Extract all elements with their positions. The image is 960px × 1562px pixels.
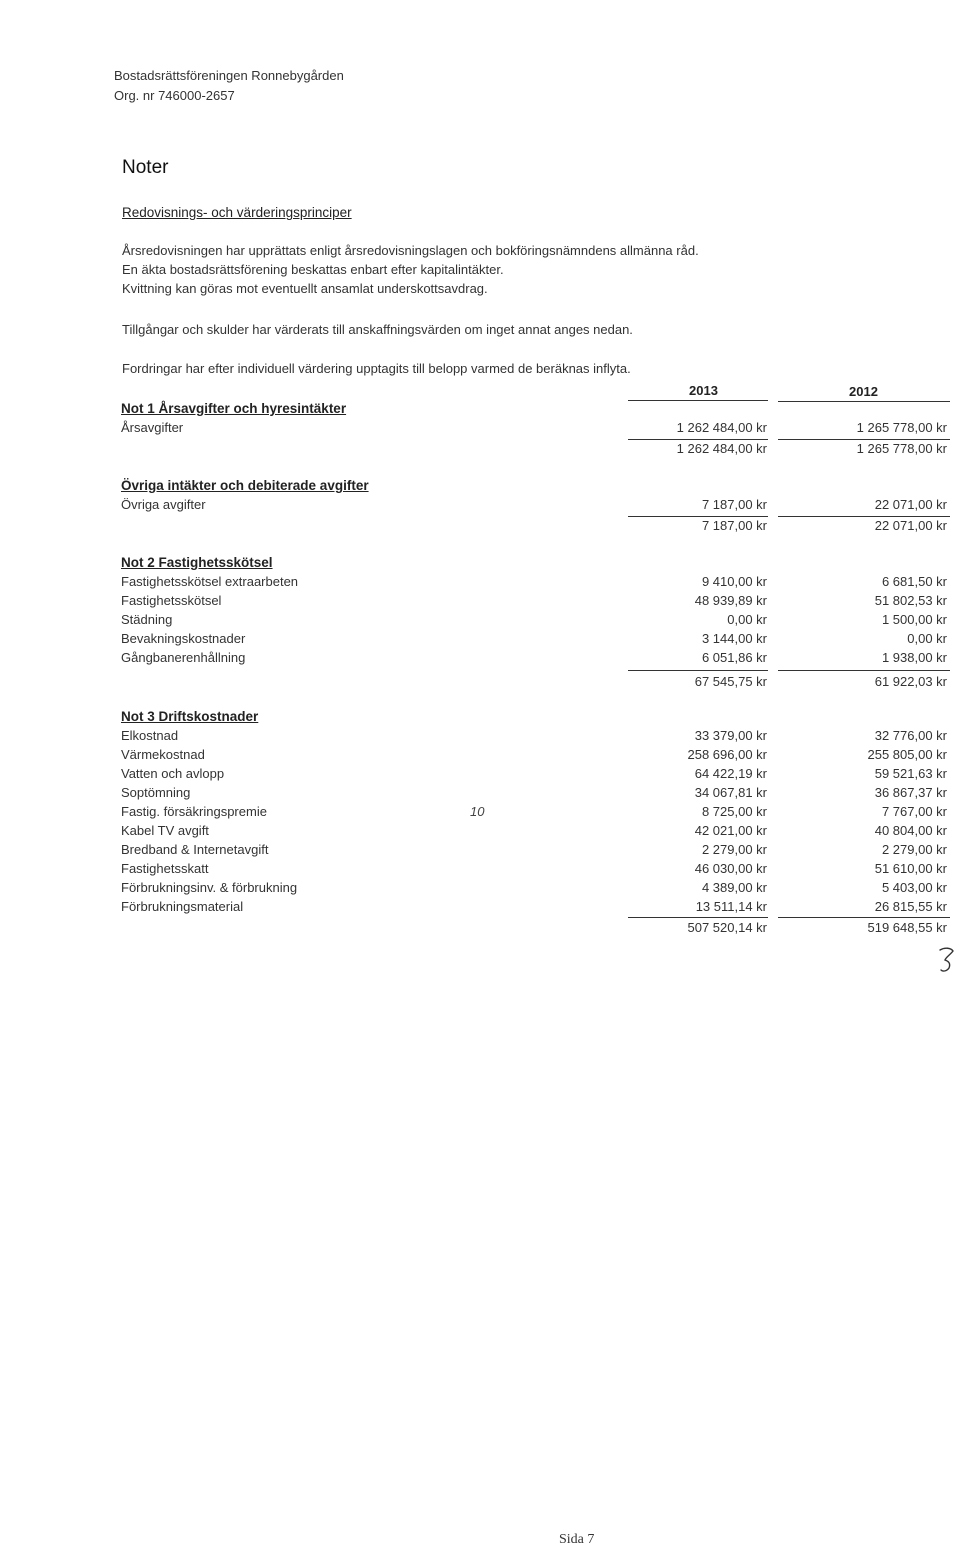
principles-line-3: Kvittning kan göras mot eventuellt ansamlat underskottsavdrag. [122, 281, 488, 296]
total-2013: 1 262 484,00 kr [676, 441, 767, 456]
year-2012-header: 2012 [849, 384, 878, 399]
value-2013: 42 021,00 kr [694, 823, 767, 838]
table-row [0, 880, 960, 899]
row-label: Förbrukningsmaterial [121, 899, 244, 914]
row-label: Förbrukningsinv. & förbrukning [121, 880, 298, 895]
row-label: Städning [121, 612, 173, 627]
organization-name: Bostadsrättsföreningen Ronnebygården [114, 68, 344, 83]
table-row [0, 593, 960, 612]
receivables-valuation-text: Fordringar har efter individuell värdering upptagits till belopp varmed de beräknas inflyta. [122, 361, 631, 376]
total-row [0, 441, 960, 460]
row-label: Elkostnad [121, 728, 179, 743]
value-2013: 1 262 484,00 kr [676, 420, 767, 435]
organization-number: Org. nr 746000-2657 [114, 88, 235, 103]
table-row [0, 766, 960, 785]
table-row [0, 728, 960, 747]
value-2013: 7 187,00 kr [701, 497, 767, 512]
row-label: Gångbanerenhållning [121, 650, 246, 665]
value-2012: 6 681,50 kr [881, 574, 947, 589]
subtotal-rule-2013 [628, 516, 768, 517]
subtotal-rule-2013 [628, 439, 768, 440]
row-label: Övriga avgifter [121, 497, 206, 512]
table-row [0, 804, 960, 823]
row-label: Fastig. försäkringspremie [121, 804, 267, 819]
value-2013: 48 939,89 kr [694, 593, 767, 608]
value-2012: 32 776,00 kr [874, 728, 947, 743]
total-2012: 519 648,55 kr [867, 920, 947, 935]
value-2012: 22 071,00 kr [874, 497, 947, 512]
subtotal-rule-2013 [628, 917, 768, 918]
row-label: Bevakningskostnader [121, 631, 246, 646]
principles-line-1: Årsredovisningen har upprättats enligt årsredovisningslagen och bokföringsnämndens allmänna råd. [122, 243, 699, 258]
value-2013: 3 144,00 kr [701, 631, 767, 646]
year-2012-rule [778, 401, 950, 402]
value-2013: 8 725,00 kr [701, 804, 767, 819]
total-row [0, 674, 960, 693]
other-income-heading: Övriga intäkter och debiterade avgifter [121, 478, 369, 493]
table-row [0, 612, 960, 631]
subtotal-rule-2012 [778, 670, 950, 671]
value-2013: 13 511,14 kr [695, 899, 767, 914]
principles-line-2: En äkta bostadsrättsförening beskattas enbart efter kapitalintäkter. [122, 262, 504, 277]
total-2012: 61 922,03 kr [874, 674, 947, 689]
value-2012: 0,00 kr [907, 631, 947, 646]
year-2013-header: 2013 [689, 383, 718, 398]
principles-heading: Redovisnings- och värderingsprinciper [122, 205, 352, 220]
subtotal-rule-2012 [778, 917, 950, 918]
table-row [0, 861, 960, 880]
value-2013: 6 051,86 kr [701, 650, 767, 665]
table-row [0, 899, 960, 918]
year-2013-rule [628, 400, 768, 401]
row-label: Fastighetsskatt [121, 861, 209, 876]
value-2012: 1 500,00 kr [881, 612, 947, 627]
row-label: Värmekostnad [121, 747, 205, 762]
page-number: Sida 7 [559, 1532, 595, 1547]
note3-heading: Not 3 Driftskostnader [121, 709, 259, 724]
value-2012: 51 610,00 kr [874, 861, 947, 876]
value-2012: 36 867,37 kr [874, 785, 947, 800]
total-row [0, 518, 960, 537]
table-row [0, 747, 960, 766]
value-2012: 7 767,00 kr [881, 804, 947, 819]
row-label: Kabel TV avgift [121, 823, 209, 838]
subtotal-rule-2012 [778, 439, 950, 440]
page-title: Noter [122, 157, 169, 178]
value-2013: 33 379,00 kr [694, 728, 767, 743]
table-row [0, 650, 960, 669]
total-row [0, 920, 960, 939]
margin-number: 10 [470, 804, 485, 819]
subtotal-rule-2013 [628, 670, 768, 671]
value-2012: 59 521,63 kr [874, 766, 947, 781]
row-label: Soptömning [121, 785, 191, 800]
table-row [0, 574, 960, 593]
total-2013: 67 545,75 kr [694, 674, 767, 689]
total-2013: 7 187,00 kr [701, 518, 767, 533]
handwritten-initial-mark [936, 944, 958, 974]
value-2012: 1 938,00 kr [881, 650, 947, 665]
total-2013: 507 520,14 kr [687, 920, 767, 935]
table-row [0, 420, 960, 439]
total-2012: 1 265 778,00 kr [856, 441, 947, 456]
value-2012: 40 804,00 kr [874, 823, 947, 838]
table-row [0, 785, 960, 804]
value-2012: 2 279,00 kr [881, 842, 947, 857]
assets-valuation-text: Tillgångar och skulder har värderats till anskaffningsvärden om inget annat anges nedan. [122, 322, 633, 337]
row-label: Fastighetsskötsel extraarbeten [121, 574, 299, 589]
row-label: Bredband & Internetavgift [121, 842, 269, 857]
note2-heading: Not 2 Fastighetsskötsel [121, 555, 273, 570]
value-2012: 51 802,53 kr [874, 593, 947, 608]
value-2013: 0,00 kr [727, 612, 767, 627]
table-row [0, 497, 960, 516]
row-label: Årsavgifter [121, 420, 184, 435]
value-2012: 26 815,55 kr [874, 899, 947, 914]
row-label: Fastighetsskötsel [121, 593, 222, 608]
value-2013: 46 030,00 kr [694, 861, 767, 876]
value-2012: 5 403,00 kr [881, 880, 947, 895]
value-2012: 255 805,00 kr [867, 747, 947, 762]
table-row [0, 842, 960, 861]
note1-heading: Not 1 Årsavgifter och hyresintäkter [121, 401, 347, 416]
value-2013: 258 696,00 kr [687, 747, 767, 762]
row-label: Vatten och avlopp [121, 766, 225, 781]
subtotal-rule-2012 [778, 516, 950, 517]
total-2012: 22 071,00 kr [874, 518, 947, 533]
value-2013: 64 422,19 kr [694, 766, 767, 781]
value-2013: 9 410,00 kr [701, 574, 767, 589]
table-row [0, 631, 960, 650]
value-2013: 34 067,81 kr [694, 785, 767, 800]
value-2013: 2 279,00 kr [701, 842, 767, 857]
value-2013: 4 389,00 kr [701, 880, 767, 895]
value-2012: 1 265 778,00 kr [856, 420, 947, 435]
table-row [0, 823, 960, 842]
